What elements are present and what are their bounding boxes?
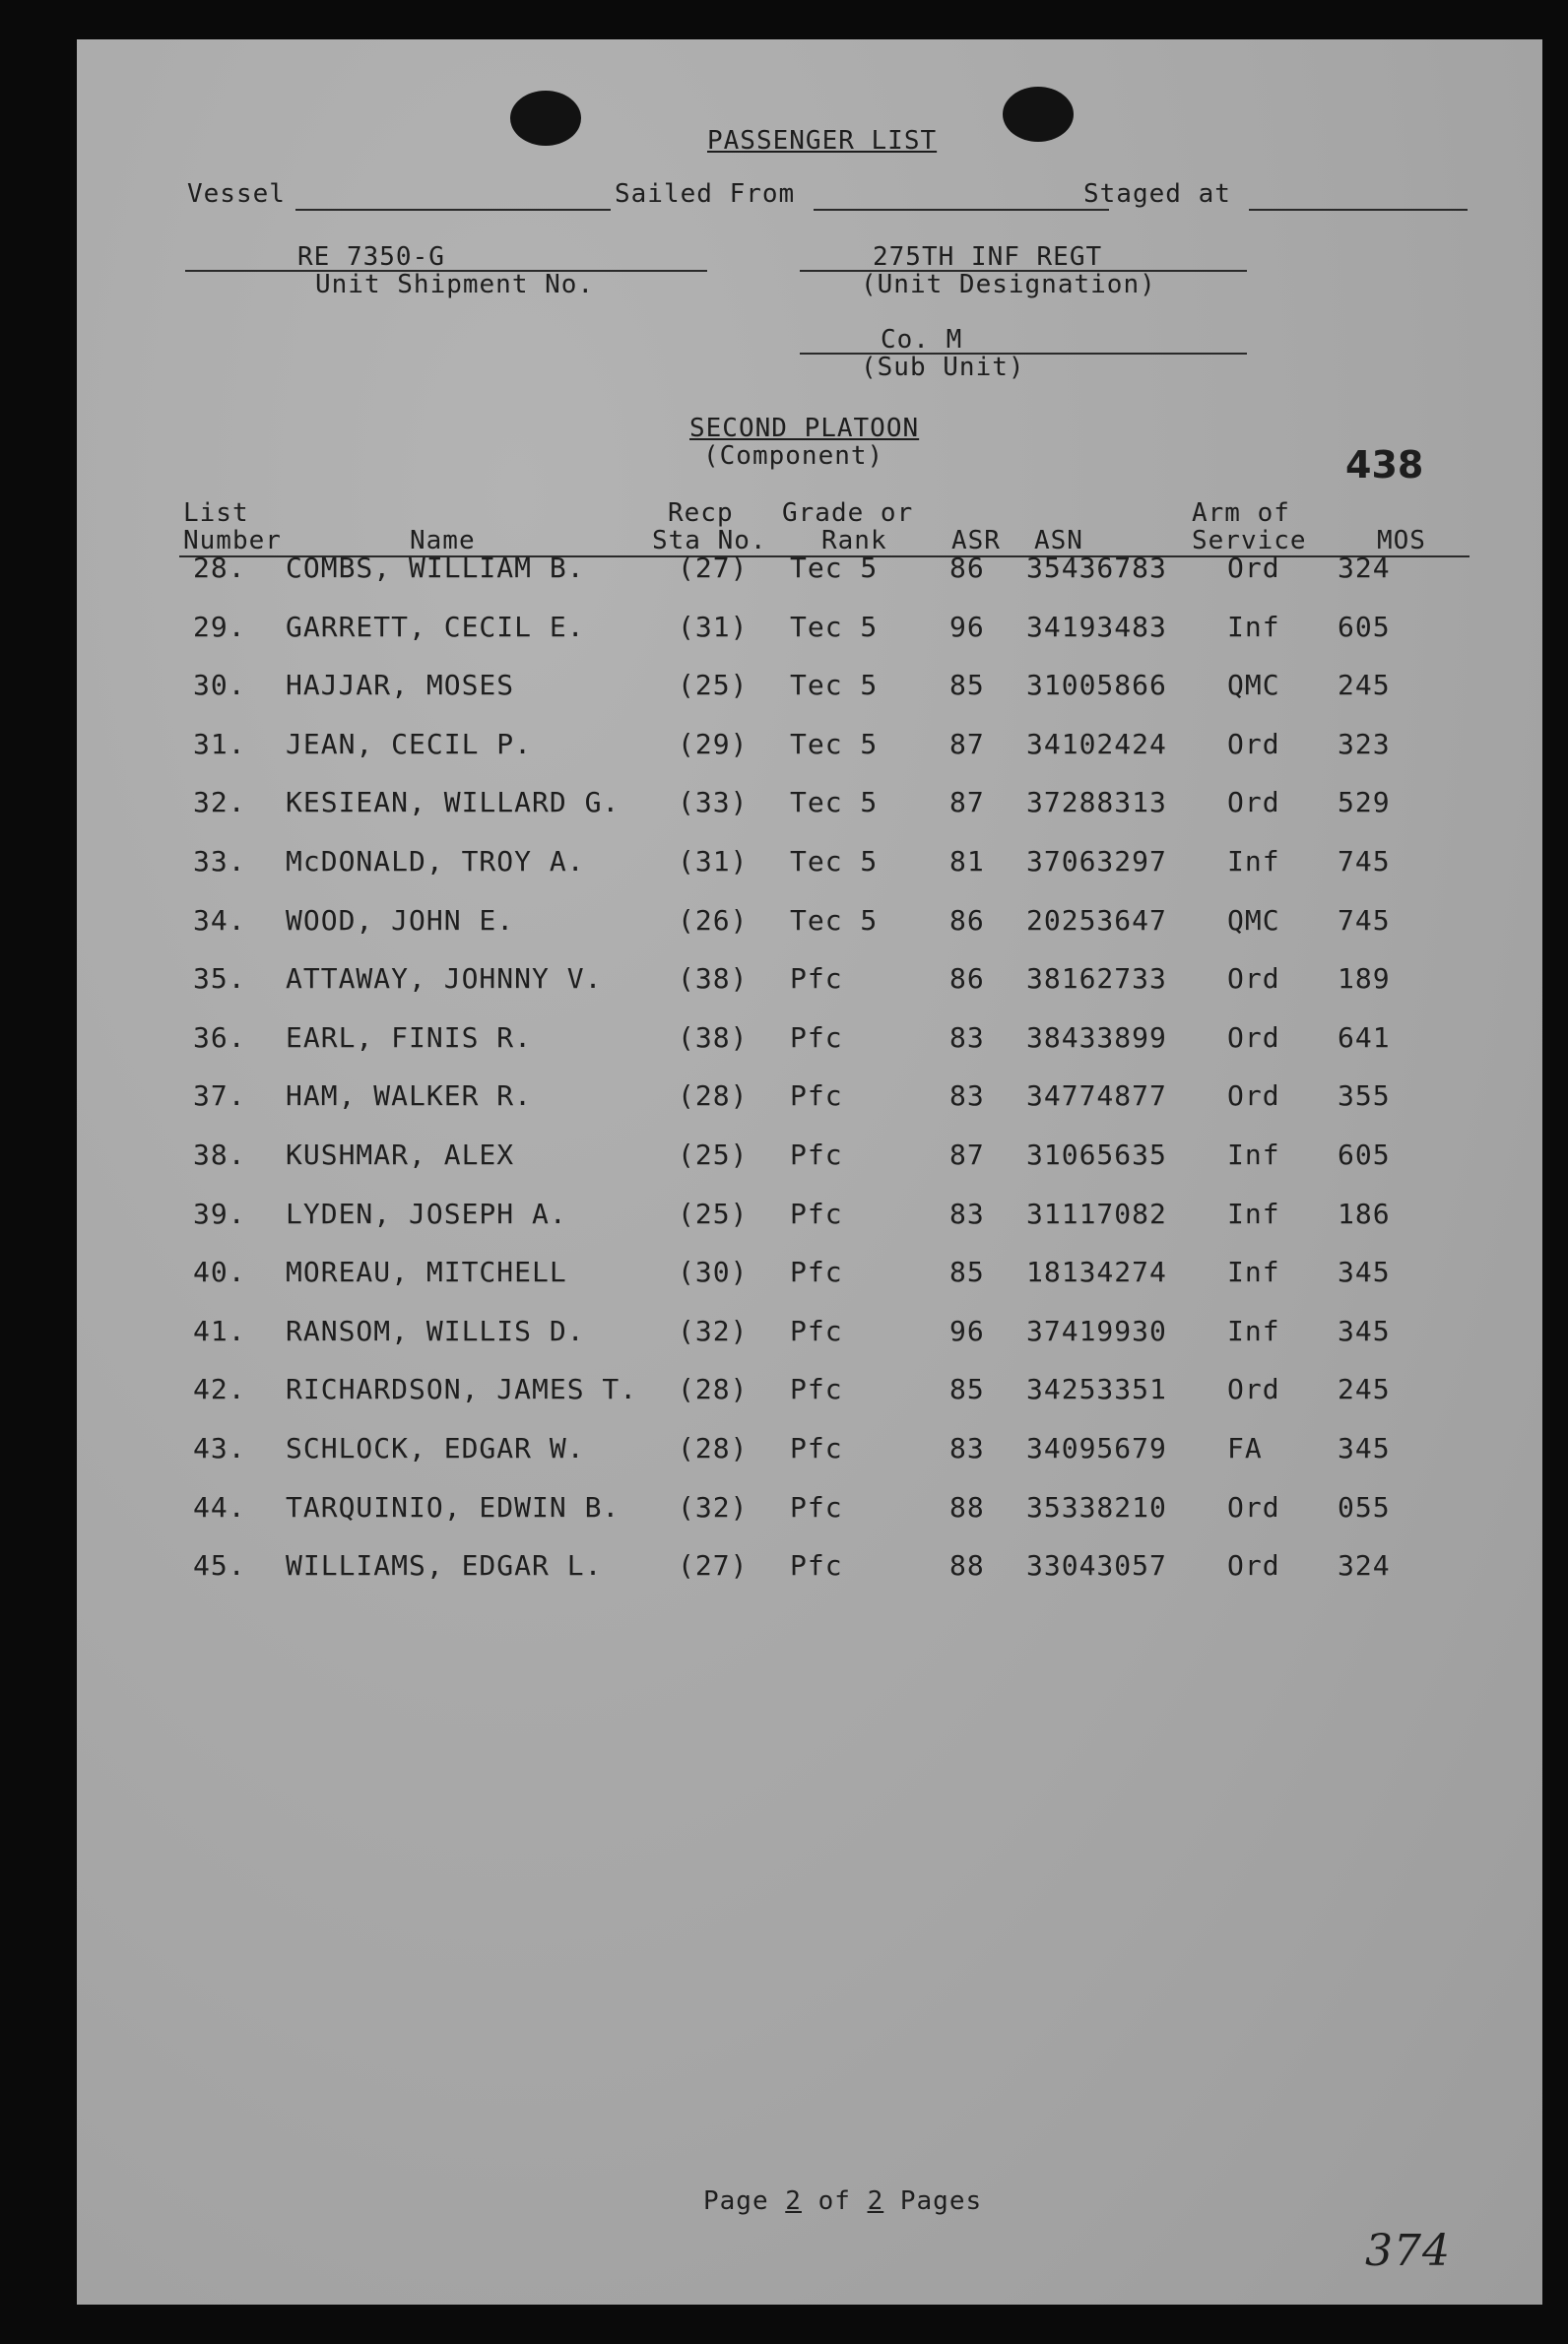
unit-designation-label: (Unit Designation) xyxy=(861,270,1156,299)
passenger-name: RICHARDSON, JAMES T. xyxy=(286,1373,638,1406)
vessel-line xyxy=(295,209,611,211)
list-number: 37. xyxy=(193,1079,246,1113)
asn: 34095679 xyxy=(1026,1432,1167,1465)
mos: 189 xyxy=(1338,962,1391,996)
mos: 605 xyxy=(1338,610,1391,643)
unit-designation: 275TH INF REGT xyxy=(873,242,1103,272)
asn: 37419930 xyxy=(1026,1314,1167,1347)
shipment-number: RE 7350-G xyxy=(297,242,445,272)
arm-of-service: Inf xyxy=(1227,1139,1280,1171)
mos: 245 xyxy=(1338,669,1391,702)
list-number: 43. xyxy=(193,1432,246,1465)
arm-of-service: Inf xyxy=(1227,1256,1280,1289)
asr: 85 xyxy=(949,1256,985,1289)
arm-of-service: FA xyxy=(1227,1432,1263,1465)
arm-of-service: Inf xyxy=(1227,1197,1280,1230)
passenger-name: MOREAU, MITCHELL xyxy=(286,1256,567,1289)
list-number: 45. xyxy=(193,1549,246,1583)
mos: 345 xyxy=(1338,1432,1391,1465)
list-number: 32. xyxy=(193,786,246,819)
table-row xyxy=(77,1491,1542,1530)
list-number: 28. xyxy=(193,552,246,584)
grade: Pfc xyxy=(790,1549,843,1583)
asr: 83 xyxy=(949,1197,985,1230)
asn: 34193483 xyxy=(1026,610,1167,643)
arm-of-service: Ord xyxy=(1227,962,1280,996)
grade: Tec 5 xyxy=(790,786,879,819)
arm-of-service: Inf xyxy=(1227,845,1280,878)
col-asr: ASR xyxy=(951,526,1001,555)
list-number: 29. xyxy=(193,610,246,643)
passenger-name: HAJJAR, MOSES xyxy=(286,669,515,702)
asn: 33043057 xyxy=(1026,1549,1167,1583)
table-row xyxy=(77,728,1542,767)
sub-unit-label: (Sub Unit) xyxy=(861,353,1025,382)
asn: 37063297 xyxy=(1026,845,1167,878)
grade: Pfc xyxy=(790,1020,843,1054)
passenger-name: RANSOM, WILLIS D. xyxy=(286,1314,585,1347)
asr: 86 xyxy=(949,903,985,937)
recp-sta-no: (38) xyxy=(678,1020,749,1054)
page-current: 2 xyxy=(785,2186,802,2216)
page-word: Page xyxy=(703,2186,769,2216)
passenger-name: JEAN, CECIL P. xyxy=(286,727,533,760)
recp-sta-no: (31) xyxy=(678,845,749,878)
table-row xyxy=(77,786,1542,825)
asn: 34253351 xyxy=(1026,1373,1167,1406)
mos: 345 xyxy=(1338,1256,1391,1289)
mos: 186 xyxy=(1338,1197,1391,1230)
col-recp-top: Recp xyxy=(668,498,734,528)
recp-sta-no: (31) xyxy=(678,610,749,643)
stamp-number: 438 xyxy=(1345,443,1424,487)
asn: 38162733 xyxy=(1026,962,1167,996)
document-page xyxy=(77,39,1542,2305)
col-arm-bottom: Service xyxy=(1192,526,1307,555)
table-row xyxy=(77,845,1542,884)
recp-sta-no: (38) xyxy=(678,962,749,996)
mos: 245 xyxy=(1338,1373,1391,1406)
asn: 38433899 xyxy=(1026,1020,1167,1054)
passenger-name: WOOD, JOHN E. xyxy=(286,903,515,937)
list-number: 38. xyxy=(193,1139,246,1171)
grade: Pfc xyxy=(790,1432,843,1465)
component: SECOND PLATOON xyxy=(689,414,920,443)
asn: 31117082 xyxy=(1026,1197,1167,1230)
page-title: PASSENGER LIST xyxy=(707,126,938,156)
table-row xyxy=(77,904,1542,944)
asr: 96 xyxy=(949,1314,985,1347)
asr: 83 xyxy=(949,1079,985,1113)
grade: Tec 5 xyxy=(790,669,879,702)
recp-sta-no: (25) xyxy=(678,1139,749,1171)
recp-sta-no: (33) xyxy=(678,786,749,819)
asn: 35436783 xyxy=(1026,552,1167,584)
col-name: Name xyxy=(410,526,476,555)
mos: 745 xyxy=(1338,903,1391,937)
grade: Pfc xyxy=(790,1314,843,1347)
page-total: 2 xyxy=(867,2186,884,2216)
recp-sta-no: (25) xyxy=(678,1197,749,1230)
component-label: (Component) xyxy=(703,441,884,471)
list-number: 39. xyxy=(193,1197,246,1230)
asn: 37288313 xyxy=(1026,786,1167,819)
table-row xyxy=(77,1315,1542,1354)
grade: Pfc xyxy=(790,1373,843,1406)
list-number: 31. xyxy=(193,727,246,760)
asr: 81 xyxy=(949,845,985,878)
asr: 87 xyxy=(949,1139,985,1171)
recp-sta-no: (32) xyxy=(678,1314,749,1347)
asn: 35338210 xyxy=(1026,1490,1167,1524)
list-number: 34. xyxy=(193,903,246,937)
arm-of-service: Inf xyxy=(1227,1314,1280,1347)
arm-of-service: QMC xyxy=(1227,669,1280,702)
table-row xyxy=(77,1198,1542,1237)
asn: 31005866 xyxy=(1026,669,1167,702)
col-arm-top: Arm of xyxy=(1192,498,1290,528)
table-row xyxy=(77,1139,1542,1178)
passenger-name: KESIEAN, WILLARD G. xyxy=(286,786,621,819)
list-number: 42. xyxy=(193,1373,246,1406)
passenger-name: COMBS, WILLIAM B. xyxy=(286,552,585,584)
table-row xyxy=(77,962,1542,1002)
page-footer xyxy=(703,2186,982,2216)
col-list-number-top: List xyxy=(183,498,249,528)
recp-sta-no: (28) xyxy=(678,1079,749,1113)
recp-sta-no: (28) xyxy=(678,1432,749,1465)
asr: 85 xyxy=(949,669,985,702)
staged-at-label: Staged at xyxy=(1083,179,1231,209)
passenger-name: KUSHMAR, ALEX xyxy=(286,1139,515,1171)
arm-of-service: Ord xyxy=(1227,1549,1280,1583)
asr: 96 xyxy=(949,610,985,643)
grade: Pfc xyxy=(790,962,843,996)
grade: Tec 5 xyxy=(790,727,879,760)
punch-hole xyxy=(510,91,581,146)
recp-sta-no: (27) xyxy=(678,552,749,584)
col-asn: ASN xyxy=(1034,526,1083,555)
table-row xyxy=(77,552,1542,591)
staged-at-line xyxy=(1249,209,1468,211)
asn: 18134274 xyxy=(1026,1256,1167,1289)
col-list-number-bottom: Number xyxy=(183,526,282,555)
col-grade-bottom: Rank xyxy=(821,526,887,555)
passenger-name: HAM, WALKER R. xyxy=(286,1079,533,1113)
grade: Tec 5 xyxy=(790,903,879,937)
list-number: 30. xyxy=(193,669,246,702)
asr: 87 xyxy=(949,727,985,760)
col-recp-bottom: Sta No. xyxy=(652,526,767,555)
asr: 88 xyxy=(949,1490,985,1524)
punch-hole xyxy=(1003,87,1074,142)
table-row xyxy=(77,1549,1542,1589)
mos: 641 xyxy=(1338,1020,1391,1054)
list-number: 36. xyxy=(193,1020,246,1054)
recp-sta-no: (26) xyxy=(678,903,749,937)
grade: Tec 5 xyxy=(790,610,879,643)
col-mos: MOS xyxy=(1377,526,1426,555)
recp-sta-no: (29) xyxy=(678,727,749,760)
table-row xyxy=(77,1079,1542,1119)
grade: Pfc xyxy=(790,1139,843,1171)
list-number: 35. xyxy=(193,962,246,996)
arm-of-service: Inf xyxy=(1227,610,1280,643)
sailed-from-line xyxy=(814,209,1109,211)
mos: 324 xyxy=(1338,552,1391,584)
asr: 85 xyxy=(949,1373,985,1406)
asr: 88 xyxy=(949,1549,985,1583)
grade: Pfc xyxy=(790,1197,843,1230)
arm-of-service: Ord xyxy=(1227,1490,1280,1524)
list-number: 33. xyxy=(193,845,246,878)
passenger-name: McDONALD, TROY A. xyxy=(286,845,585,878)
recp-sta-no: (27) xyxy=(678,1549,749,1583)
asn: 34774877 xyxy=(1026,1079,1167,1113)
table-row xyxy=(77,1432,1542,1471)
passenger-name: WILLIAMS, EDGAR L. xyxy=(286,1549,603,1583)
asr: 86 xyxy=(949,552,985,584)
sub-unit: Co. M xyxy=(881,325,963,355)
asn: 31065635 xyxy=(1026,1139,1167,1171)
vessel-label: Vessel xyxy=(187,179,286,209)
pages-word: Pages xyxy=(899,2186,983,2216)
passenger-name: GARRETT, CECIL E. xyxy=(286,610,585,643)
passenger-name: SCHLOCK, EDGAR W. xyxy=(286,1432,585,1465)
table-row xyxy=(77,669,1542,708)
arm-of-service: Ord xyxy=(1227,1079,1280,1113)
asr: 87 xyxy=(949,786,985,819)
col-grade-top: Grade or xyxy=(782,498,914,528)
list-number: 40. xyxy=(193,1256,246,1289)
table-row xyxy=(77,1256,1542,1295)
mos: 323 xyxy=(1338,727,1391,760)
passenger-name: LYDEN, JOSEPH A. xyxy=(286,1197,567,1230)
grade: Pfc xyxy=(790,1079,843,1113)
grade: Pfc xyxy=(790,1256,843,1289)
table-row xyxy=(77,1373,1542,1412)
asn: 20253647 xyxy=(1026,903,1167,937)
mos: 605 xyxy=(1338,1139,1391,1171)
recp-sta-no: (32) xyxy=(678,1490,749,1524)
sailed-from-label: Sailed From xyxy=(615,179,796,209)
table-row xyxy=(77,611,1542,650)
grade: Tec 5 xyxy=(790,552,879,584)
mos: 529 xyxy=(1338,786,1391,819)
of-word: of xyxy=(817,2186,851,2216)
grade: Pfc xyxy=(790,1490,843,1524)
arm-of-service: Ord xyxy=(1227,552,1280,584)
shipment-label: Unit Shipment No. xyxy=(315,270,595,299)
arm-of-service: Ord xyxy=(1227,1020,1280,1054)
mos: 055 xyxy=(1338,1490,1391,1524)
handwritten-number: 374 xyxy=(1365,2226,1451,2276)
mos: 745 xyxy=(1338,845,1391,878)
recp-sta-no: (30) xyxy=(678,1256,749,1289)
grade: Tec 5 xyxy=(790,845,879,878)
arm-of-service: Ord xyxy=(1227,786,1280,819)
asr: 83 xyxy=(949,1020,985,1054)
mos: 324 xyxy=(1338,1549,1391,1583)
table-row xyxy=(77,1021,1542,1061)
asn: 34102424 xyxy=(1026,727,1167,760)
asr: 86 xyxy=(949,962,985,996)
passenger-name: ATTAWAY, JOHNNY V. xyxy=(286,962,603,996)
arm-of-service: Ord xyxy=(1227,727,1280,760)
mos: 355 xyxy=(1338,1079,1391,1113)
passenger-name: TARQUINIO, EDWIN B. xyxy=(286,1490,621,1524)
arm-of-service: Ord xyxy=(1227,1373,1280,1406)
list-number: 44. xyxy=(193,1490,246,1524)
asr: 83 xyxy=(949,1432,985,1465)
recp-sta-no: (28) xyxy=(678,1373,749,1406)
mos: 345 xyxy=(1338,1314,1391,1347)
passenger-name: EARL, FINIS R. xyxy=(286,1020,533,1054)
arm-of-service: QMC xyxy=(1227,903,1280,937)
recp-sta-no: (25) xyxy=(678,669,749,702)
list-number: 41. xyxy=(193,1314,246,1347)
